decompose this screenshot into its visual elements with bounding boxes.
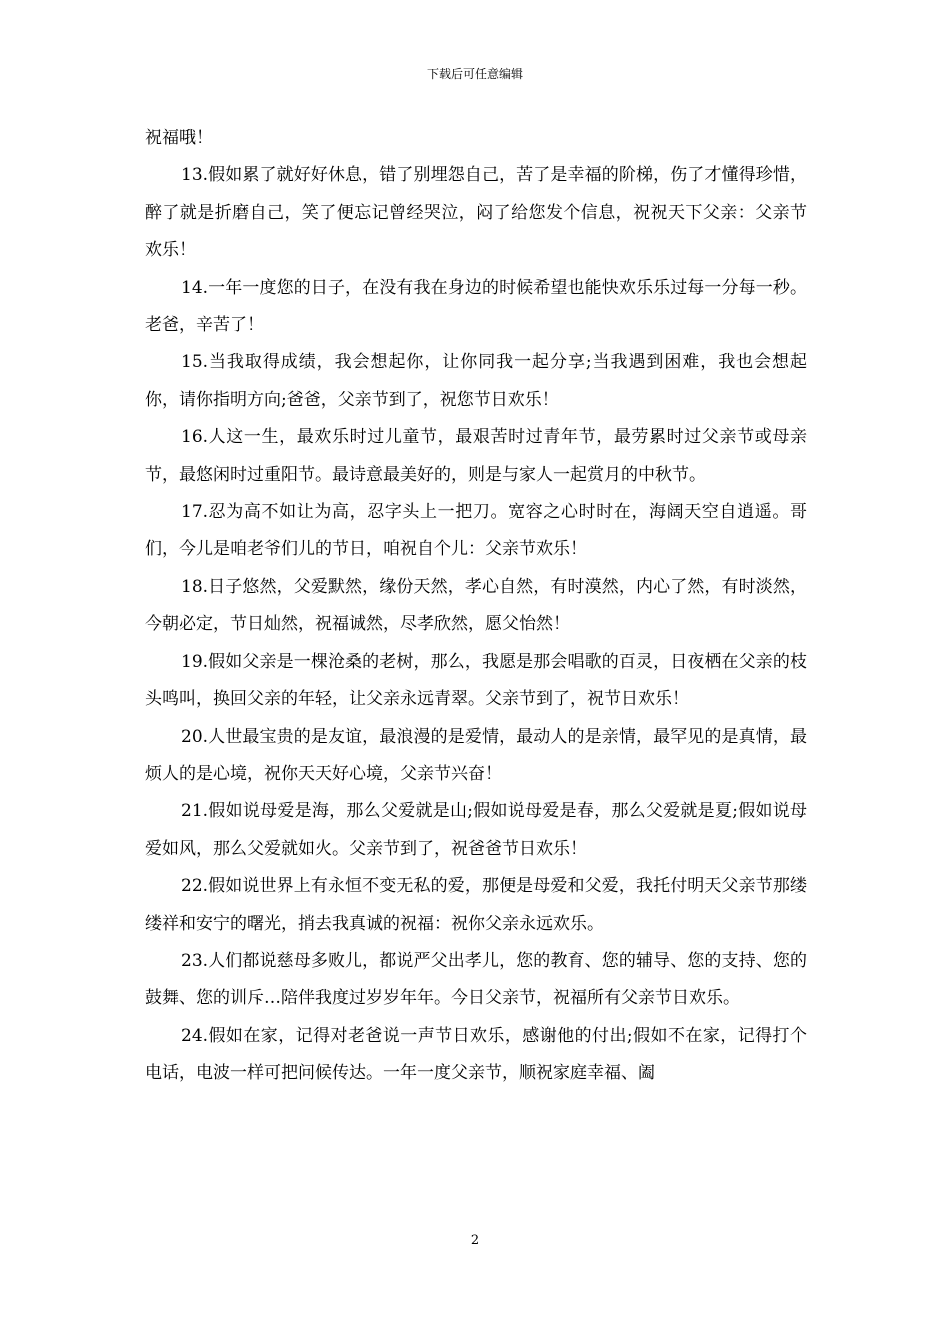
paragraph-continuation: 祝福哦！ xyxy=(145,128,213,148)
page-header: 下载后可任意编辑 xyxy=(426,67,523,81)
paragraph-17: 17.忍为高不如让为高，忍字头上一把刀。宽容之心时时在，海阔天空自逍遥。哥们，今儿是咱老爷们儿的节日，咱祝自个儿：父亲节欢乐！ xyxy=(145,502,807,560)
document-body xyxy=(145,120,807,1093)
paragraph-15: 15.当我取得成绩，我会想起你，让你同我一起分享;当我遇到困难，我也会想起你，请你指明方向;爸爸，父亲节到了，祝您节日欢乐！ xyxy=(145,352,807,410)
paragraph-20: 20.人世最宝贵的是友谊，最浪漫的是爱情，最动人的是亲情，最罕见的是真情，最烦人的是心境，祝你天天好心境，父亲节兴奋！ xyxy=(145,726,807,784)
paragraph-13: 13.假如累了就好好休息，错了别埋怨自己，苦了是幸福的阶梯，伤了才懂得珍惜，醉了就是折磨自己，笑了便忘记曾经哭泣，闷了给您发个信息，祝祝天下父亲：父亲节欢乐！ xyxy=(145,165,807,261)
paragraph-23: 23.人们都说慈母多败儿，都说严父出孝儿，您的教育、您的辅导、您的支持、您的鼓舞、您的训斥…陪伴我度过岁岁年年。今日父亲节，祝福所有父亲节日欢乐。 xyxy=(145,950,807,1009)
paragraph-22: 22.假如说世界上有永恒不变无私的爱，那便是母爱和父爱，我托付明天父亲节那缕缕祥和安宁的曙光，捎去我真诚的祝福：祝你父亲永远欢乐。 xyxy=(145,876,807,934)
paragraph-18: 18.日子悠然，父爱默然，缘份天然，孝心自然，有时漠然，内心了然，有时淡然，今朝必定，节日灿然，祝福诚然，尽孝欣然，愿父怡然！ xyxy=(145,576,807,635)
paragraph-16: 16.人这一生，最欢乐时过儿童节，最艰苦时过青年节，最劳累时过父亲节或母亲节，最悠闲时过重阳节。最诗意最美好的，则是与家人一起赏月的中秋节。 xyxy=(145,427,807,485)
paragraph-14: 14.一年一度您的日子，在没有我在身边的时候希望也能快欢乐乐过每一分每一秒。老爸，辛苦了！ xyxy=(145,277,807,336)
page-number: 2 xyxy=(470,1233,480,1248)
paragraph-24: 24.假如在家，记得对老爸说一声节日欢乐，感谢他的付出;假如不在家，记得打个电话，电波一样可把问候传达。一年一度父亲节，顺祝家庭幸福、阖 xyxy=(145,1025,807,1084)
paragraph-21: 21.假如说母爱是海，那么父爱就是山;假如说母爱是春，那么父爱就是夏;假如说母爱如风，那么父爱就如火。父亲节到了，祝爸爸节日欢乐！ xyxy=(145,801,807,859)
paragraph-19: 19.假如父亲是一棵沧桑的老树，那么，我愿是那会唱歌的百灵，日夜栖在父亲的枝头鸣叫，换回父亲的年轻，让父亲永远青翠。父亲节到了，祝节日欢乐！ xyxy=(145,651,807,710)
